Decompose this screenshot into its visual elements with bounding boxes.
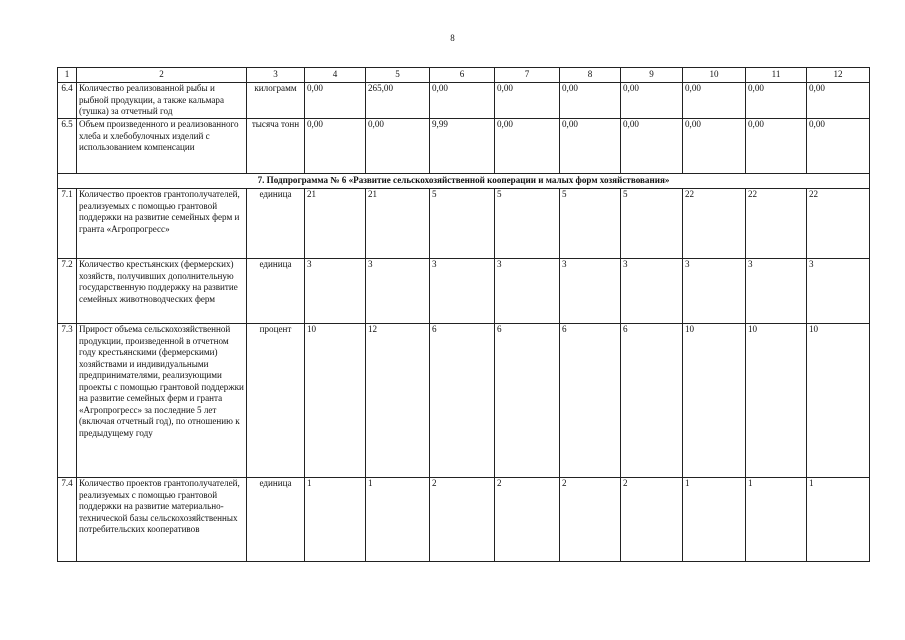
section-title: 7. Подпрограмма № 6 «Развитие сельскохозяйственной кооперации и малых форм хозяйствования» [58, 174, 870, 189]
row-number: 7.2 [58, 259, 77, 324]
value-cell: 2 [621, 478, 683, 562]
table-row [58, 189, 870, 259]
column-number-header: 7 [495, 68, 560, 83]
value-cell: 10 [746, 324, 807, 478]
column-number-header: 10 [683, 68, 746, 83]
table-row [58, 83, 870, 119]
value-cell: 1 [683, 478, 746, 562]
value-cell: 21 [366, 189, 430, 259]
value-cell: 0,00 [305, 119, 366, 174]
value-cell: 1 [746, 478, 807, 562]
indicator-name: Количество проектов грантополучателей, реализуемых с помощью грантовой поддержки на развитие семейных ферм и гранта «Агропрогресс» [77, 189, 247, 259]
value-cell: 12 [366, 324, 430, 478]
value-cell: 3 [621, 259, 683, 324]
value-cell: 3 [807, 259, 870, 324]
value-cell: 3 [495, 259, 560, 324]
column-number-header: 5 [366, 68, 430, 83]
value-cell: 3 [746, 259, 807, 324]
value-cell: 0,00 [560, 83, 621, 119]
indicator-name: Объем произведенного и реализованного хлеба и хлебобулочных изделий с использованием компенсации [77, 119, 247, 174]
value-cell: 0,00 [621, 119, 683, 174]
table-row [58, 478, 870, 562]
value-cell: 0,00 [683, 119, 746, 174]
value-cell: 6 [560, 324, 621, 478]
column-number-header: 9 [621, 68, 683, 83]
value-cell: 2 [495, 478, 560, 562]
value-cell: 1 [807, 478, 870, 562]
indicator-name: Количество проектов грантополучателей, реализуемых с помощью грантовой поддержки на развитие материально-технической базы сельскохозяйственных потребительских кооперативов [77, 478, 247, 562]
indicator-name: Количество реализованной рыбы и рыбной продукции, а также кальмара (тушка) за отчетный год [77, 83, 247, 119]
value-cell: 5 [430, 189, 495, 259]
value-cell: 0,00 [746, 119, 807, 174]
value-cell: 6 [430, 324, 495, 478]
column-number-header: 4 [305, 68, 366, 83]
row-number: 7.1 [58, 189, 77, 259]
value-cell: 1 [305, 478, 366, 562]
value-cell: 3 [430, 259, 495, 324]
row-number: 7.4 [58, 478, 77, 562]
value-cell: 5 [560, 189, 621, 259]
value-cell: 6 [621, 324, 683, 478]
indicator-name: Прирост объема сельскохозяйственной продукции, произведенной в отчетном году крестьянскими (фермерскими) хозяйствами и индивидуальными предпринимателями, реализующими проекты с помощью грантовой поддержки на развитие семейных ферм и гранта «Агропрогресс» за последние 5 лет (включая отчетный год), по отношению к предыдущему году [77, 324, 247, 478]
value-cell: 10 [305, 324, 366, 478]
value-cell: 22 [746, 189, 807, 259]
value-cell: 0,00 [430, 83, 495, 119]
column-number-header: 6 [430, 68, 495, 83]
column-number-header: 11 [746, 68, 807, 83]
row-number: 7.3 [58, 324, 77, 478]
table-row [58, 119, 870, 174]
value-cell: 22 [807, 189, 870, 259]
column-number-header: 1 [58, 68, 77, 83]
row-number: 6.5 [58, 119, 77, 174]
value-cell: 22 [683, 189, 746, 259]
value-cell: 21 [305, 189, 366, 259]
value-cell: 1 [366, 478, 430, 562]
value-cell: 9,99 [430, 119, 495, 174]
value-cell: 3 [305, 259, 366, 324]
unit: килограмм [247, 83, 305, 119]
value-cell: 6 [495, 324, 560, 478]
unit: единица [247, 478, 305, 562]
value-cell: 2 [560, 478, 621, 562]
column-number-header-row [58, 68, 870, 83]
unit: тысяча тонн [247, 119, 305, 174]
value-cell: 0,00 [366, 119, 430, 174]
value-cell: 5 [621, 189, 683, 259]
column-number-header: 8 [560, 68, 621, 83]
column-number-header: 3 [247, 68, 305, 83]
value-cell: 0,00 [807, 119, 870, 174]
value-cell: 0,00 [621, 83, 683, 119]
value-cell: 3 [366, 259, 430, 324]
indicators-table [57, 67, 870, 562]
value-cell: 0,00 [746, 83, 807, 119]
value-cell: 2 [430, 478, 495, 562]
table-row [58, 324, 870, 478]
table-row [58, 259, 870, 324]
value-cell: 5 [495, 189, 560, 259]
unit: единица [247, 189, 305, 259]
page-number: 8 [450, 33, 455, 43]
value-cell: 0,00 [807, 83, 870, 119]
value-cell: 3 [683, 259, 746, 324]
value-cell: 0,00 [305, 83, 366, 119]
value-cell: 265,00 [366, 83, 430, 119]
unit: процент [247, 324, 305, 478]
column-number-header: 2 [77, 68, 247, 83]
value-cell: 0,00 [495, 119, 560, 174]
column-number-header: 12 [807, 68, 870, 83]
unit: единица [247, 259, 305, 324]
value-cell: 10 [807, 324, 870, 478]
value-cell: 3 [560, 259, 621, 324]
value-cell: 0,00 [683, 83, 746, 119]
indicator-name: Количество крестьянских (фермерских) хозяйств, получивших дополнительную государственную поддержку на развитие семейных животноводческих ферм [77, 259, 247, 324]
value-cell: 10 [683, 324, 746, 478]
value-cell: 0,00 [495, 83, 560, 119]
row-number: 6.4 [58, 83, 77, 119]
value-cell: 0,00 [560, 119, 621, 174]
section-header-row [58, 174, 870, 189]
